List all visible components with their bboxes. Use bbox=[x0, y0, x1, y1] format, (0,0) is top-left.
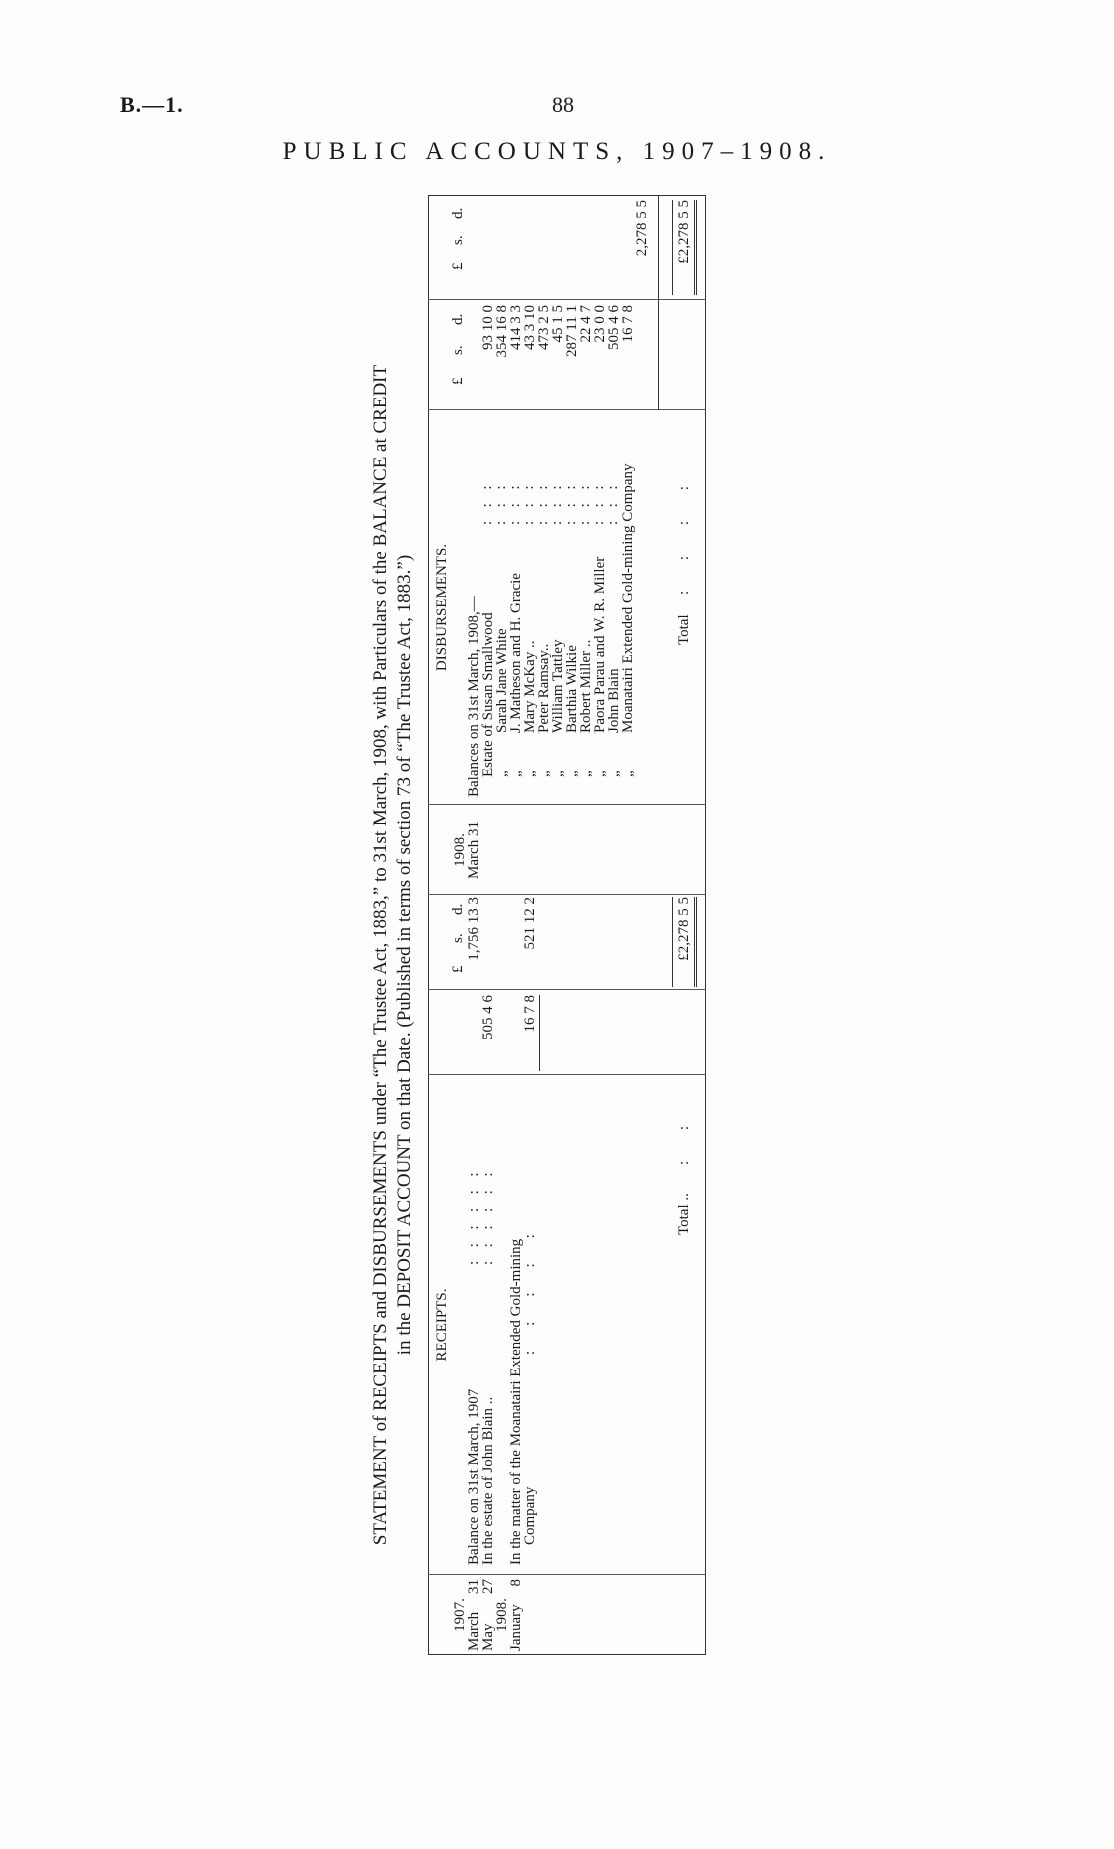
receipts-money-pence: d. bbox=[450, 903, 466, 915]
receipt-row-3-day: 8 bbox=[508, 1579, 524, 1587]
receipt-row-3-amount: 521 12 2 bbox=[522, 897, 538, 950]
disb-row-9-name: Paora Parau and W. R. Miller bbox=[592, 556, 608, 733]
disb-row-4-ditto: „ bbox=[522, 770, 538, 777]
disb-intro: Balances on 31st March, 1908,— bbox=[466, 596, 482, 797]
disb-row-2-ditto: „ bbox=[494, 770, 510, 777]
receipt-row-2-month: May bbox=[480, 1623, 496, 1651]
disb-row-8-name: Robert Miller .. bbox=[578, 639, 594, 733]
table-border-right bbox=[428, 195, 706, 196]
disb-row-6-ditto: „ bbox=[550, 770, 566, 777]
disb-money-shilling: s. bbox=[450, 345, 466, 355]
receipt-row-1-text: Balance on 31st March, 1907 bbox=[466, 1388, 482, 1565]
col-divider bbox=[428, 989, 706, 990]
receipts-year-1907: 1907. bbox=[452, 1598, 468, 1632]
col-divider bbox=[428, 409, 706, 410]
col-divider bbox=[428, 1574, 706, 1575]
receipts-money-shilling: s. bbox=[450, 933, 466, 943]
disbursements-date: March 31 bbox=[466, 821, 482, 879]
table-border-left bbox=[428, 1654, 706, 1655]
disb-row-1-name: Estate of Susan Smallwood bbox=[480, 612, 496, 777]
disb-row-11-name: Moanatairi Extended Gold-mining Company bbox=[620, 463, 636, 733]
disb-rule bbox=[658, 195, 659, 410]
receipt-row-3-month: January bbox=[508, 1604, 524, 1651]
leader-dots: : : : : : bbox=[522, 1232, 538, 1355]
receipt-row-3-text: In the matter of the Moanatairi Extended Gold-mining bbox=[508, 1238, 524, 1565]
disb-bal-pound: £ bbox=[450, 262, 466, 270]
receipt-row-3-inner-amount: 16 7 8 bbox=[522, 995, 538, 1033]
receipt-row-2-inner-amount: 505 4 6 bbox=[480, 995, 496, 1040]
disb-row-7-ditto: „ bbox=[564, 770, 580, 777]
receipts-total-label: Total .. bbox=[676, 1193, 692, 1235]
receipt-row-1-month: March bbox=[466, 1611, 482, 1651]
col-divider bbox=[428, 299, 706, 300]
disb-row-2-name: Sarah Jane White bbox=[494, 628, 510, 733]
receipt-row-3-text-cont: Company bbox=[522, 1486, 538, 1545]
disb-row-8-amount: 22 4 7 bbox=[578, 305, 594, 343]
disb-row-6-amount: 45 1 5 bbox=[550, 305, 566, 343]
disb-row-9-ditto: „ bbox=[592, 770, 608, 777]
disb-row-11-amount: 16 7 8 bbox=[620, 305, 636, 343]
disb-balance: 2,278 5 5 bbox=[634, 200, 650, 257]
leader-dots: : : bbox=[676, 1123, 692, 1165]
disb-row-10-name: John Blain bbox=[606, 668, 622, 733]
receipts-total: £2,278 5 5 bbox=[676, 897, 692, 961]
disb-row-4-amount: 43 3 10 bbox=[522, 305, 538, 350]
statement-table bbox=[428, 195, 706, 1655]
disb-row-7-name: Barthia Wilkie bbox=[564, 645, 580, 733]
disb-row-7-amount: 287 11 1 bbox=[564, 305, 580, 357]
disbursements-heading: DISBURSEMENTS. bbox=[434, 543, 450, 672]
disb-row-9-amount: 23 0 0 bbox=[592, 305, 608, 343]
leader-dots: : : : : : : bbox=[480, 1170, 496, 1265]
subtotal-rule bbox=[539, 995, 540, 1071]
receipt-row-2-day: 27 bbox=[480, 1579, 496, 1594]
total-rule-double bbox=[694, 897, 697, 987]
disb-row-11-ditto: „ bbox=[620, 770, 636, 777]
receipt-row-2-text: In the estate of John Blain .. bbox=[480, 1396, 496, 1565]
disb-row-3-amount: 414 3 3 bbox=[508, 305, 524, 350]
page-number: 88 bbox=[552, 92, 574, 117]
disb-total-rule-double bbox=[694, 200, 697, 295]
disb-total: £2,278 5 5 bbox=[676, 200, 692, 264]
table-border-top bbox=[428, 195, 429, 1655]
disb-row-2-amount: 354 16 8 bbox=[494, 305, 510, 358]
disb-row-5-ditto: „ bbox=[536, 770, 552, 777]
disb-total-rule-top bbox=[672, 200, 673, 295]
disb-row-4-name: Mary McKay .. bbox=[522, 640, 538, 733]
page-title: PUBLIC ACCOUNTS, 1907–1908. bbox=[282, 138, 832, 165]
leader-dots: : : : : bbox=[676, 484, 692, 595]
col-divider bbox=[428, 1074, 706, 1075]
col-divider bbox=[428, 804, 706, 805]
disb-money-pence: d. bbox=[450, 313, 466, 325]
disb-bal-shilling: s. bbox=[450, 235, 466, 245]
disb-row-5-name: Peter Ramsay.. bbox=[536, 643, 552, 733]
receipts-heading: RECEIPTS. bbox=[434, 1288, 450, 1362]
disb-row-10-amount: 505 4 6 bbox=[606, 305, 622, 350]
disb-row-3-name: J. Matheson and H. Gracie bbox=[508, 573, 524, 733]
receipt-row-1-day: 31 bbox=[466, 1579, 482, 1594]
statement-caption-line2: in the DEPOSIT ACCOUNT on that Date. (Published in terms of section 73 of “The Trustee Act, 1883.”) bbox=[394, 554, 415, 1356]
total-rule-top bbox=[672, 897, 673, 987]
table-border-bottom bbox=[705, 195, 706, 1655]
leader-dots: : : : : : : bbox=[466, 1170, 482, 1265]
section-code: B.—1. bbox=[120, 92, 184, 117]
disb-total-label: Total bbox=[676, 614, 692, 645]
disb-row-1-amount: 93 10 0 bbox=[480, 305, 496, 350]
receipt-row-1-amount: 1,756 13 3 bbox=[466, 897, 482, 961]
disb-row-3-ditto: „ bbox=[508, 770, 524, 777]
rotated-statement bbox=[370, 195, 710, 1715]
leader-dots: : : : : : : : : : : : : : : : : : : : : : : : : : : : : : : bbox=[479, 483, 621, 525]
disb-row-10-ditto: „ bbox=[606, 770, 622, 777]
receipts-money-pound: £ bbox=[450, 965, 466, 973]
disb-row-6-name: William Tattley bbox=[550, 639, 566, 733]
disb-money-pound: £ bbox=[450, 377, 466, 385]
statement-caption-line1: STATEMENT of RECEIPTS and DISBURSEMENTS under “The Trustee Act, 1883,” to 31st March, 1908, with Particulars of the BALANCE at CREDIT bbox=[370, 364, 391, 1546]
center-divider bbox=[428, 894, 706, 895]
disb-bal-pence: d. bbox=[450, 207, 466, 219]
receipts-year-1908: 1908. bbox=[494, 1598, 510, 1632]
disb-row-8-ditto: „ bbox=[578, 770, 594, 777]
disb-row-5-amount: 473 2 5 bbox=[536, 305, 552, 350]
disbursements-year: 1908. bbox=[452, 833, 468, 867]
